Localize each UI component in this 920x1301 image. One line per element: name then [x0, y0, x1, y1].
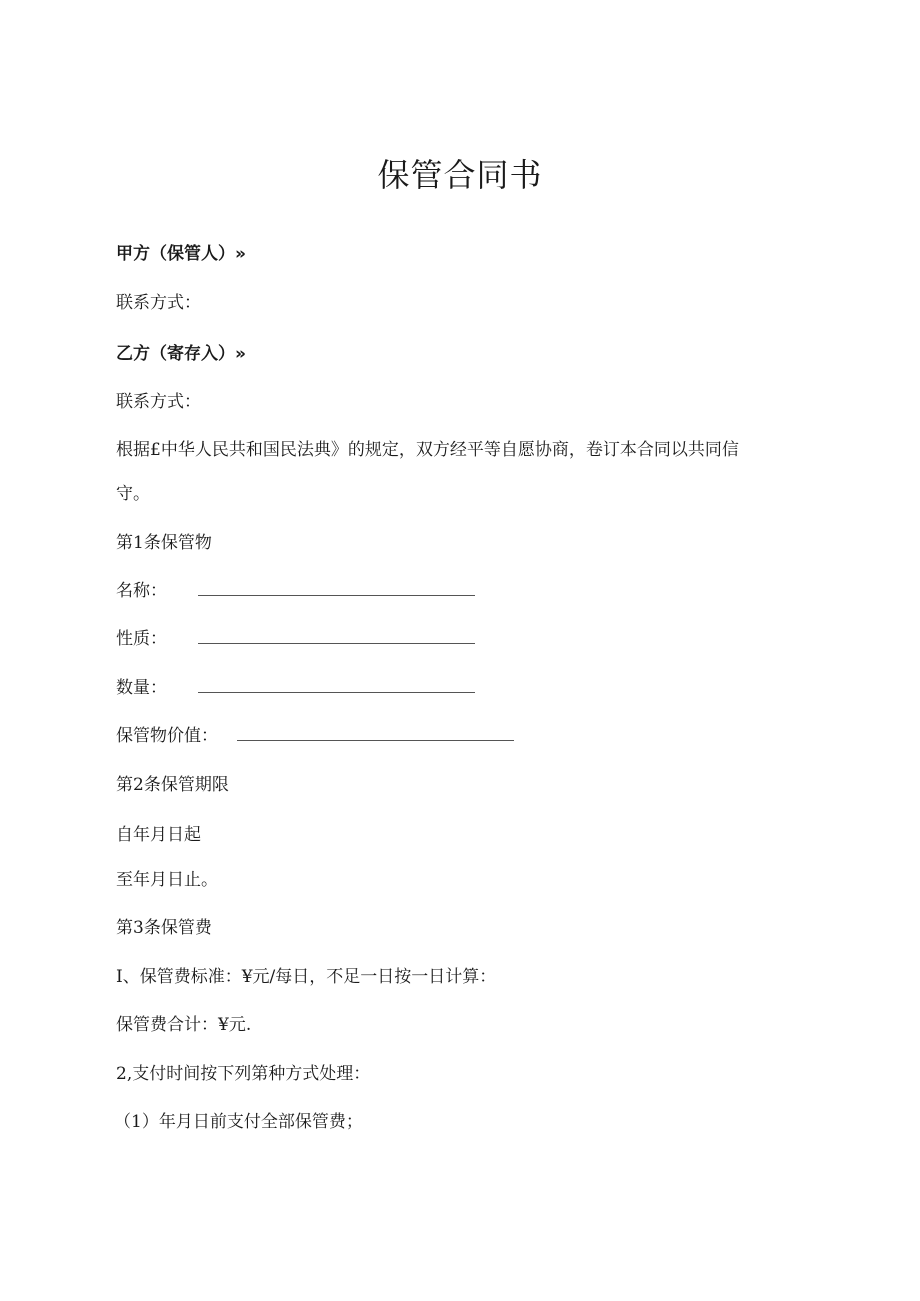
fee-total: 保管费合计：¥元.	[116, 1015, 252, 1035]
article-1-heading: 第1条保管物	[116, 533, 212, 553]
period-end: 至年月日止。	[116, 870, 218, 890]
nature-field-label: 性质：	[116, 629, 167, 649]
name-field-blank[interactable]	[198, 581, 475, 596]
quantity-field-blank[interactable]	[198, 678, 475, 693]
preamble-line-1: 根据£中华人民共和国民法典》的规定，双方经平等自愿协商，卷订本合同以共同信	[116, 440, 739, 460]
period-start: 自年月日起	[116, 825, 201, 845]
party-a-label: 甲方（保管人）»	[116, 244, 246, 264]
nature-field-blank[interactable]	[198, 629, 475, 644]
article-3-heading: 第3条保管费	[116, 918, 212, 938]
name-field-label: 名称：	[116, 581, 167, 601]
name-field-row	[116, 580, 475, 602]
party-b-contact-label: 联系方式：	[116, 392, 201, 412]
payment-method: 2,支付时间按下列第种方式处理：	[116, 1064, 371, 1084]
party-b-label: 乙方（寄存入）»	[116, 344, 246, 364]
document-title: 保管合同书	[377, 156, 543, 194]
article-2-heading: 第2条保管期限	[116, 775, 229, 795]
preamble-line-2: 守。	[116, 484, 150, 504]
quantity-field-row	[116, 677, 475, 699]
fee-standard: I、保管费标准：¥元/每日，不足一日按一日计算：	[116, 967, 497, 987]
value-field-blank[interactable]	[237, 726, 514, 741]
nature-field-row	[116, 628, 475, 650]
party-a-contact-label: 联系方式：	[116, 293, 201, 313]
payment-option-1: （1）年月日前支付全部保管费；	[114, 1112, 363, 1132]
quantity-field-label: 数量：	[116, 678, 167, 698]
value-field-label: 保管物价值：	[116, 726, 218, 746]
value-field-row	[116, 725, 514, 747]
